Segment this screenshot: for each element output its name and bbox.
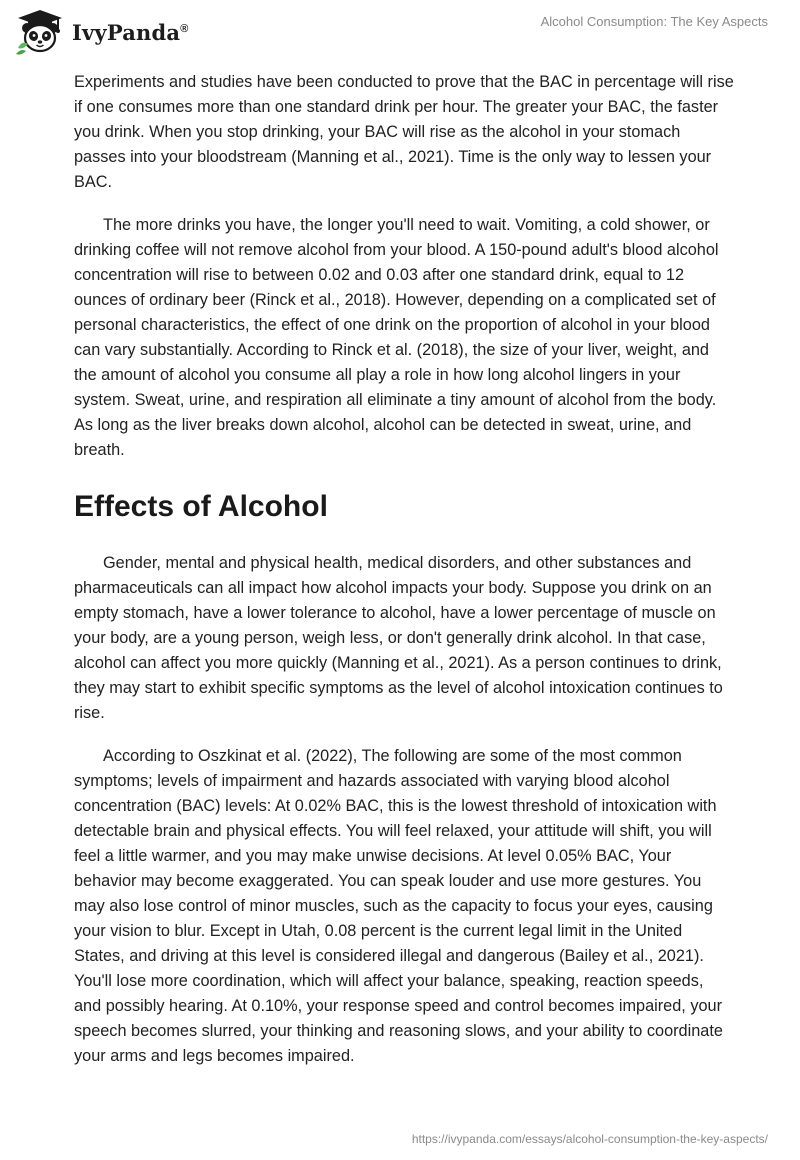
- page-header: [0, 0, 800, 64]
- source-url[interactable]: https://ivypanda.com/essays/alcohol-consumption-the-key-aspects/: [411, 1132, 768, 1146]
- paragraph: Gender, mental and physical health, medical disorders, and other substances and pharmaceuticals can all impact how alcohol impacts your body. Suppose you drink on an empty stomach, have a lower tolerance to alcohol, have a lower percentage of muscle on your body, are a young person, weigh less, or don't generally drink alcohol. In that case, alcohol can affect you more quickly (Manning et al., 2021). As a person continues to drink, they may start to exhibit specific symptoms as the level of alcohol intoxication continues to rise.: [74, 554, 723, 722]
- article-body: [74, 70, 734, 1087]
- paragraph: According to Oszkinat et al. (2022), The following are some of the most common symptoms; levels of impairment and hazards associated with varying blood alcohol concentration (BAC) levels: At 0.02% BAC, this is the lowest threshold of intoxication with detectable brain and physical effects. You will feel relaxed, your attitude will shift, you will feel a little warmer, and you may make unwise decisions. At level 0.05% BAC, Your behavior may become exaggerated. You can speak louder and use more gestures. You may also lose control of minor muscles, such as the capacity to focus your eyes, causing your vision to blur. Except in Utah, 0.08 percent is the current legal limit in the United States, and driving at this level is considered illegal and dangerous (Bailey et al., 2021). You'll lose more coordination, which will affect your balance, speaking, reaction speeds, and possibly hearing. At 0.10%, your response speed and control becomes impaired, your speech becomes slurred, your thinking and reasoning slows, and your ability to coordinate your arms and legs becomes impaired.: [74, 747, 723, 1065]
- paragraph: The more drinks you have, the longer you'll need to wait. Vomiting, a cold shower, or drinking coffee will not remove alcohol from your blood. A 150-pound adult's blood alcohol concentration will rise to between 0.02 and 0.03 after one standard drink, equal to 12 ounces of ordinary beer (Rinck et al., 2018). However, depending on a complicated set of personal characteristics, the effect of one drink on the proportion of alcohol in your blood can vary substantially. According to Rinck et al. (2018), the size of your liver, weight, and the amount of alcohol you consume all play a role in how long alcohol lingers in your system. Sweat, urine, and respiration all eliminate a tiny amount of alcohol from the body. As long as the liver breaks down alcohol, alcohol can be detected in sweat, urine, and breath.: [74, 216, 719, 459]
- ivypanda-logo[interactable]: [14, 8, 189, 56]
- logo-wordmark: IvyPanda®: [72, 19, 189, 45]
- section-heading: Effects of Alcohol: [74, 490, 328, 523]
- document-title: Alcohol Consumption: The Key Aspects: [540, 14, 768, 29]
- paragraph: Experiments and studies have been conducted to prove that the BAC in percentage will rise if one consumes more than one standard drink per hour. The greater your BAC, the faster you drink. When you stop drinking, your BAC will rise as the alcohol in your stomach passes into your bloodstream (Manning et al., 2021). Time is the only way to lessen your BAC.: [74, 73, 734, 191]
- panda-graduate-icon: [14, 8, 66, 56]
